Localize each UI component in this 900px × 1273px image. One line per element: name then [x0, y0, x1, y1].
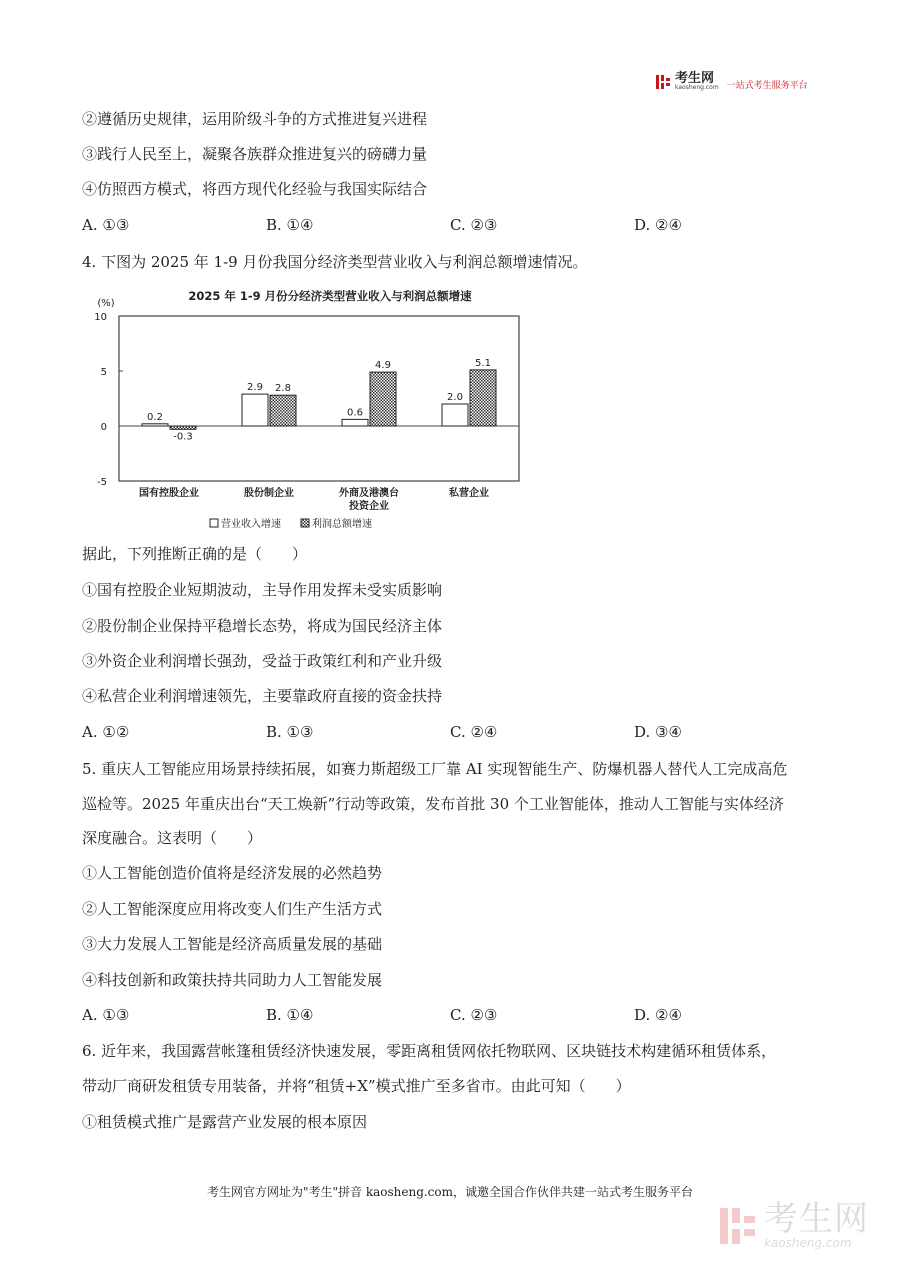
brand-domain: kaosheng.com: [675, 83, 719, 91]
x-category-label: 投资企业: [349, 501, 389, 512]
q5-item-4: ④科技创新和政策扶持共同助力人工智能发展: [82, 971, 383, 989]
x-category-label: 国有控股企业: [139, 488, 199, 499]
q5-stem-line-1: 5. 重庆人工智能应用场景持续拓展，如赛力斯超级工厂靠 AI 实现智能生产、防爆机器人替代人工完成高危: [82, 760, 788, 778]
legend-swatch-profit: [301, 519, 309, 527]
q4-option-c[interactable]: C. ②④: [450, 723, 498, 741]
bar-revenue-growth: [342, 419, 368, 426]
bar-profit-growth: [470, 370, 496, 426]
y-tick-label: 5: [100, 367, 107, 378]
brand-header[interactable]: [655, 72, 808, 91]
q4-item-2: ②股份制企业保持平稳增长态势，将成为国民经济主体: [82, 617, 443, 635]
legend-label-profit: 利润总额增速: [312, 519, 372, 530]
y-tick-label: -5: [97, 477, 107, 488]
q4-item-1: ①国有控股企业短期波动，主导作用发挥未受实质影响: [82, 581, 443, 599]
q5-item-3: ③大力发展人工智能是经济高质量发展的基础: [82, 935, 383, 953]
y-tick-label: 10: [94, 312, 107, 323]
chart-y-unit: (%): [97, 298, 115, 309]
q5-option-c[interactable]: C. ②③: [450, 1006, 498, 1024]
q5-option-a[interactable]: A. ①③: [82, 1006, 130, 1024]
q3-item-4: ④仿照西方模式，将西方现代化经验与我国实际结合: [82, 180, 428, 198]
q4-option-b[interactable]: B. ①③: [266, 723, 314, 741]
q3-item-3: ③践行人民至上，凝聚各族群众推进复兴的磅礴力量: [82, 145, 428, 163]
data-label-revenue: 0.6: [347, 407, 363, 419]
bar-profit-growth: [170, 426, 196, 429]
watermark: [718, 1199, 869, 1250]
brand-tagline: 一站式考生服务平台: [726, 81, 808, 91]
x-category-label: 外商及港澳台: [339, 488, 399, 499]
kaosheng-logo-icon: [655, 73, 671, 91]
watermark-logo-icon: [718, 1204, 758, 1248]
q3-option-a[interactable]: A. ①③: [82, 216, 130, 234]
q3-option-c[interactable]: C. ②③: [450, 216, 498, 234]
q4-item-3: ③外资企业利润增长强劲，受益于政策红利和产业升级: [82, 652, 443, 670]
data-label-profit: 4.9: [375, 360, 391, 372]
legend-label-revenue: 营业收入增速: [221, 519, 281, 530]
q4-stem: 4. 下图为 2025 年 1-9 月份我国分经济类型营业收入与利润总额增速情况。: [82, 253, 588, 271]
data-label-revenue: 2.9: [247, 382, 263, 394]
q4-option-a[interactable]: A. ①②: [82, 723, 130, 741]
data-label-revenue: 0.2: [147, 411, 163, 423]
q4-option-d[interactable]: D. ③④: [634, 723, 682, 741]
q5-option-d[interactable]: D. ②④: [634, 1006, 682, 1024]
q5-stem-line-2: 巡检等。2025 年重庆出台“天工焕新”行动等政策，发布首批 30 个工业智能体，推动人工智能与实体经济: [82, 795, 784, 813]
q4-followup: 据此，下列推断正确的是（ ）: [82, 545, 308, 563]
q6-item-1: ①租赁模式推广是露营产业发展的根本原因: [82, 1113, 368, 1131]
footer-text: 考生网官方网址为"考生"拼音 kaosheng.com，诚邀全国合作伙伴共建一站式考生服务平台: [206, 1185, 694, 1199]
data-label-profit: 5.1: [475, 357, 491, 369]
bar-profit-growth: [270, 395, 296, 426]
q5-item-2: ②人工智能深度应用将改变人们生产生活方式: [82, 900, 383, 918]
bar-revenue-growth: [142, 424, 168, 426]
q6-stem-line-2: 带动厂商研发租赁专用装备，并将“租赁+X”模式推广至多省市。由此可知（ ）: [82, 1077, 631, 1095]
chart-title: 2025 年 1-9 月份分经济类型营业收入与利润总额增速: [188, 290, 472, 303]
x-category-label: 股份制企业: [244, 488, 294, 499]
q5-option-b[interactable]: B. ①④: [266, 1006, 314, 1024]
x-category-label: 私营企业: [449, 488, 489, 499]
q5-stem-line-3: 深度融合。这表明（ ）: [82, 829, 263, 847]
legend-swatch-revenue: [210, 519, 218, 527]
bar-profit-growth: [370, 372, 396, 426]
watermark-text: 考生网: [764, 1199, 869, 1239]
q5-item-1: ①人工智能创造价值将是经济发展的必然趋势: [82, 864, 383, 882]
q3-item-2: ②遵循历史规律，运用阶级斗争的方式推进复兴进程: [82, 110, 428, 128]
brand-name: 考生网: [675, 70, 715, 86]
growth-chart: [82, 290, 532, 536]
q3-option-d[interactable]: D. ②④: [634, 216, 682, 234]
watermark-domain: kaosheng.com: [764, 1236, 852, 1250]
data-label-profit: -0.3: [173, 431, 193, 443]
q3-option-b[interactable]: B. ①④: [266, 216, 314, 234]
growth-chart-svg: [82, 290, 532, 536]
data-label-profit: 2.8: [275, 383, 291, 395]
y-tick-label: 0: [100, 422, 107, 433]
bar-revenue-growth: [242, 394, 268, 426]
q4-item-4: ④私营企业利润增速领先，主要靠政府直接的资金扶持: [82, 687, 443, 705]
q6-stem-line-1: 6. 近年来，我国露营帐篷租赁经济快速发展，零距离租赁网依托物联网、区块链技术构建循环租赁体系，: [82, 1042, 777, 1060]
data-label-revenue: 2.0: [447, 392, 463, 403]
bar-revenue-growth: [442, 404, 468, 426]
